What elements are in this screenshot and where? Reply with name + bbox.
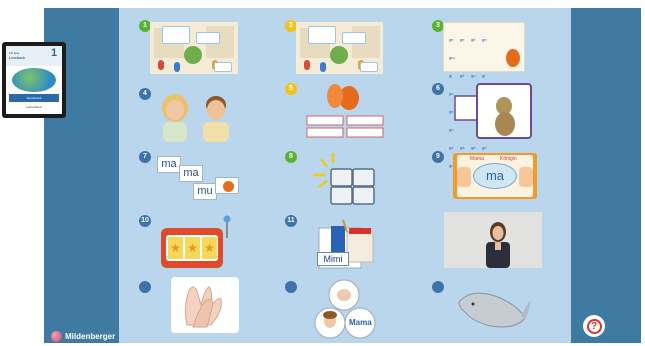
book-cover[interactable]	[2, 42, 66, 118]
gift-label: Mimi	[317, 252, 349, 266]
tile-10-slot-machine[interactable]	[157, 212, 233, 270]
svg-text:★: ★	[170, 241, 181, 255]
word-card-ma-2: ma	[179, 165, 203, 182]
squirrel-icon	[223, 181, 234, 192]
sound-boxes-illustration	[307, 151, 379, 207]
tile-number-badge: 9	[432, 151, 444, 163]
tile-4-children[interactable]	[153, 88, 237, 142]
tile-number-badge: 1	[139, 20, 151, 32]
svg-text:★: ★	[204, 241, 215, 255]
help-icon: ?	[587, 319, 602, 334]
person-icon	[519, 167, 533, 187]
whale-icon	[455, 278, 533, 334]
word-card-ma-1: ma	[157, 156, 181, 173]
name-card-label-right: Königin	[500, 156, 517, 162]
tile-number-badge	[285, 281, 297, 293]
tile-7-word-cards[interactable]	[157, 151, 243, 205]
cover-line-1: Ich lese	[9, 51, 20, 55]
tile-number-badge: 6	[432, 83, 444, 95]
clapping-hands-icon	[171, 277, 239, 333]
cover-number: 1	[50, 47, 58, 59]
globe-illustration	[12, 68, 56, 92]
publisher-brand	[51, 331, 115, 342]
children-illustration	[153, 88, 237, 142]
tile-number-badge: 11	[285, 215, 297, 227]
tile-number-badge: 4	[139, 88, 151, 100]
tile-number-badge: 7	[139, 151, 151, 163]
tile-number-badge: 2	[285, 20, 297, 32]
tile-2-street-scene[interactable]	[296, 22, 383, 74]
exercise-panel	[119, 8, 571, 343]
tile-circles[interactable]	[314, 279, 386, 341]
name-card-word: ma	[473, 163, 517, 189]
tile-number-badge	[139, 281, 151, 293]
squirrel-icon	[506, 49, 520, 67]
tile-number-badge: 3	[432, 20, 444, 32]
tile-5-squirrel-syllables[interactable]	[305, 82, 387, 140]
tile-clapping-hands[interactable]	[171, 277, 239, 333]
picture-card	[215, 177, 239, 194]
brand-logo-icon	[51, 331, 62, 342]
tile-number-badge: 8	[285, 151, 297, 163]
presenter-image	[444, 212, 542, 268]
brand-name: Mildenberger	[65, 332, 116, 341]
cover-bar: Sprachwelt	[9, 94, 59, 102]
tile-number-badge: 10	[139, 215, 151, 227]
name-card-label-left: Mama	[470, 156, 484, 162]
slot-machine-icon	[157, 212, 233, 270]
tile-6-monkey-card[interactable]	[455, 82, 533, 140]
help-button[interactable]	[583, 315, 605, 337]
word-card-mu: mu	[193, 183, 217, 200]
person-icon	[457, 167, 471, 187]
tile-1-street-scene[interactable]	[150, 22, 238, 74]
book-cover-page	[6, 46, 62, 114]
circles-illustration	[314, 279, 386, 341]
syllable-rows: ge ge ge gegru gi ge gu gigo gegu ge ga ge gegu	[449, 37, 487, 168]
video-thumbnail[interactable]	[444, 212, 542, 268]
cover-line-2: Lesebuch	[9, 56, 26, 60]
circles-label: Mama	[349, 318, 372, 327]
tile-number-badge: 5	[285, 83, 297, 95]
tile-11-gift-box[interactable]	[317, 218, 379, 272]
tile-whale[interactable]	[455, 278, 533, 334]
svg-text:★: ★	[187, 241, 198, 255]
monkey-card-illustration	[455, 82, 533, 140]
cover-line-3: Lehrerband	[26, 105, 42, 109]
squirrel-syllable-illustration	[305, 82, 387, 140]
tile-9-name-card[interactable]	[453, 149, 537, 205]
tile-8-sound-boxes[interactable]	[307, 151, 379, 207]
tile-number-badge	[432, 281, 444, 293]
